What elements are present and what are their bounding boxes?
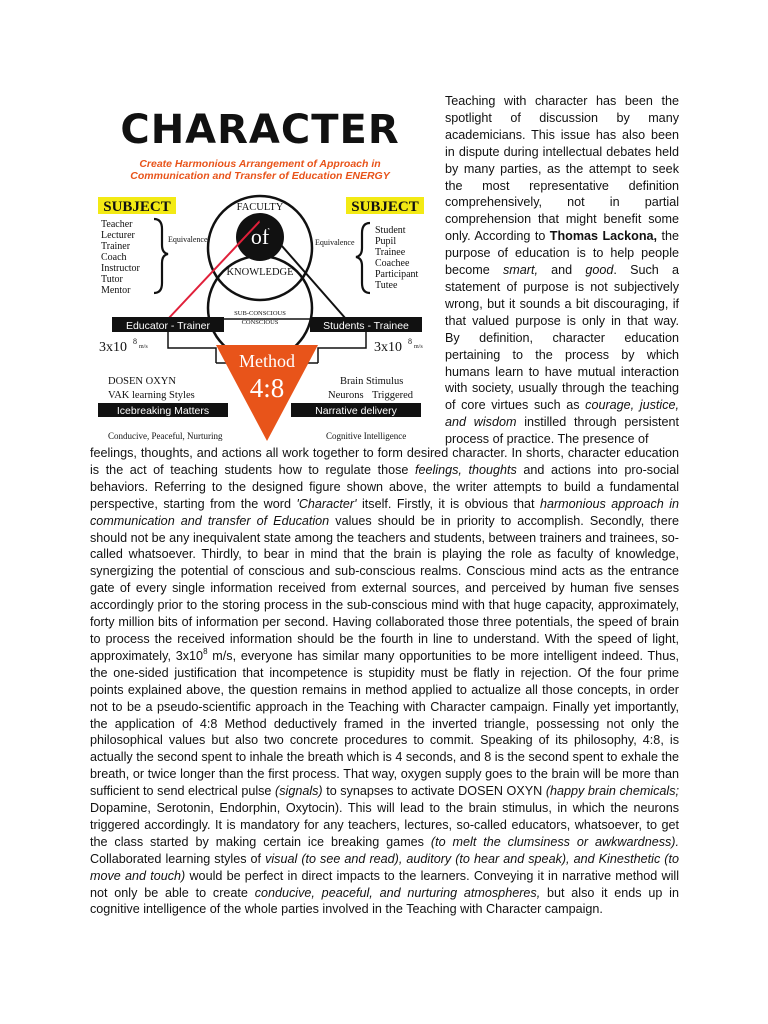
right-equivalence-label: Equivalence <box>315 238 355 247</box>
subconscious-label: SUB-CONSCIOUS <box>234 310 286 317</box>
left-speed-base: 3x10 <box>99 340 127 355</box>
author-name: Thomas Lackona, <box>549 229 658 244</box>
students-bar-label: Students - Trainee <box>323 320 409 332</box>
body-emphasis: harmonious approach in communication and transfer of Education <box>90 496 679 528</box>
right-speed-unit: m/s <box>414 344 423 350</box>
right-connector <box>318 332 366 363</box>
right-item: Coachee <box>375 258 410 269</box>
body-text-segment: feelings, thoughts, and actions all work together to form desired character. In shorts, character education is the act of teaching students how to regulate those <box>90 446 679 477</box>
side-text-segment: Teaching with character has been the spotlight of discussion by many academicians. This issue has also been in dispute during intellectual debates held by many parties, as the attempt to seek the most representative definition comprehensively, not in partial comprehension that might benefit some only. According to <box>445 94 679 244</box>
body-text-segment: and actions into pro-social behaviors. Referring to the designed figure shown above, the writer attempts to build a fundamental perspective, starting from the word <box>90 462 679 511</box>
speed-of-light-base: 3x10 <box>175 648 204 663</box>
dosen-label: DOSEN OXYN <box>108 376 176 387</box>
left-item: Coach <box>101 252 127 263</box>
body-text-segment: itself. Firstly, it is obvious that <box>356 496 540 511</box>
right-brace <box>356 223 370 293</box>
body-text-segment: m/s, everyone has similar many opportunities to be more intelligent indeed. Thus, the one-sided justification that incompetence is stupidity must be flatly in rejection. Of the four prime points explained above, the question remains in method applied to actualize all those concepts, in order not to be a pseudo-scientific approach in the Teaching with Character campaign. Finally yet importantly, the application of 4:8 Method deductively framed in the inverted triangle, possessing not only the philosophical values but also two concrete procedures to commit. Speaking of its philosophy, 4:8, is actually the second spent to inhale the breath which is 4 seconds, and 8 is the second spent to exhale the breath, or twice longer than the first process. That way, oxygen supply goes to the brain will be more than sufficient to send electrical pulse <box>90 648 679 799</box>
right-item: Pupil <box>375 236 397 247</box>
emphasis-smart: smart, <box>503 263 538 278</box>
right-speed-base: 3x10 <box>374 340 402 355</box>
body-emphasis: (to melt the clumsiness or awkwardness). <box>430 834 679 849</box>
left-subject-list <box>101 219 141 296</box>
body-emphasis: (signals) <box>275 784 323 799</box>
left-item: Tutor <box>101 274 123 285</box>
speed-of-light-exponent: 8 <box>203 646 208 656</box>
body-text-segment: Dopamine, Serotonin, Endorphin, Oxytocin). This will lead to the brain stimulus, in which the neurons triggered accordingly. It is mandatory for any teachers, lectures, so-called educators, whatsoever, to get the class started by making certain ice breaking games <box>90 801 679 849</box>
right-item: Tutee <box>375 280 398 291</box>
conducive-label: Conducive, Peaceful, Nurturing <box>108 431 223 441</box>
body-emphasis: feelings, thoughts <box>414 462 517 477</box>
left-speed <box>99 337 148 355</box>
right-item: Participant <box>375 269 419 280</box>
knowledge-label: KNOWLEDGE <box>226 267 294 278</box>
right-subject-label: SUBJECT <box>351 199 419 215</box>
left-speed-unit: m/s <box>139 344 148 350</box>
right-speed <box>374 337 423 355</box>
brain-stimulus-label: Brain Stimulus <box>340 376 404 387</box>
left-equivalence-label: Equivalence <box>168 235 208 244</box>
figure-subtitle-line1: Create Harmonious Arrangement of Approach in <box>139 158 381 170</box>
body-text-segment: to synapses to activate DOSEN OXYN <box>322 784 546 799</box>
cognitive-label: Cognitive Intelligence <box>326 431 407 441</box>
body-text-segment: Collaborated learning styles of <box>90 851 266 866</box>
character-diagram <box>88 93 433 445</box>
left-item: Mentor <box>101 285 131 296</box>
faculty-label: FACULTY <box>236 202 284 213</box>
method-label: Method <box>239 351 295 371</box>
left-speed-exp: 8 <box>133 337 137 346</box>
icebreaking-label: Icebreaking Matters <box>116 405 210 417</box>
left-item: Instructor <box>101 263 140 274</box>
figure-title: CHARACTER <box>120 107 400 153</box>
body-paragraph-text <box>90 445 679 918</box>
left-brace <box>154 219 168 293</box>
left-subject-label: SUBJECT <box>103 199 171 215</box>
side-paragraph <box>445 93 679 448</box>
narrative-label: Narrative delivery <box>315 405 397 417</box>
educator-bar-label: Educator - Trainer <box>125 320 211 332</box>
left-item: Lecturer <box>101 230 135 241</box>
conscious-label: CONSCIOUS <box>241 319 279 326</box>
left-item: Trainer <box>101 241 131 252</box>
right-speed-exp: 8 <box>408 337 412 346</box>
side-text-segment: instilled through persistent process of practice. The presence of <box>445 415 680 447</box>
body-emphasis: (happy brain chemicals; <box>545 784 680 799</box>
vak-label: VAK learning Styles <box>108 390 195 401</box>
right-item: Trainee <box>375 247 406 258</box>
body-text-segment: would be perfect in direct impacts to the learners. Conveying it in narrative method will not only be able to create <box>90 868 679 900</box>
right-subject-list <box>375 225 419 291</box>
character-figure <box>88 93 433 445</box>
neurons-label: Neurons <box>328 390 364 401</box>
figure-subtitle-line2: Communication and Transfer of Education ENERGY <box>130 170 390 182</box>
of-label: of <box>250 224 270 249</box>
side-text-segment: . Such a statement of purpose is not subjectively wrong, but it sounds a bit discouraging, if that valued purpose is only in that way. By definition, character education pertaining to the process by which humans learn to have mutual interaction with society, usually through the teaching of core virtues such as <box>445 263 679 413</box>
body-text-segment: values should be in priority to accomplish. Secondly, there should not be any inequivalent state among the teachers and students, between trainers and trainees, so-called whatsoever. Thirdly, to bear in mind that the brain is playing the role as faculty of knowledge, synergizing the potential of conscious and sub-conscious realms. Conscious mind acts as the entrance gate of every single information received from external sources, and perceived by human five senses accordingly prior to the storing process in the sub-conscious mind with that huge capacity, approximately, forty million bits of information per second. Having collaborated those three potentials, the speed of brain to process the received information should be the fourth in line to understand. With the speed of light, approximately, <box>90 513 679 663</box>
left-item: Teacher <box>101 219 133 230</box>
ratio-label: 4:8 <box>249 373 285 403</box>
side-text-segment: the purpose of education is to help people become <box>445 229 679 278</box>
right-item: Student <box>375 225 406 236</box>
emphasis-good: good <box>585 263 614 278</box>
left-connector <box>168 332 216 363</box>
triggered-label: Triggered <box>372 390 414 401</box>
side-paragraph-text <box>445 93 679 448</box>
body-emphasis: visual (to see and read), auditory (to hear and speak), and Kinesthetic (to move and touch) <box>90 851 679 883</box>
body-emphasis: 'Character' <box>296 496 357 511</box>
body-text-segment: but also it ends up in cognitive intelligence of the whole parties involved in the Teaching with Character campaign. <box>90 885 679 917</box>
emphasis-virtues: courage, justice, and wisdom <box>445 398 679 430</box>
body-paragraph <box>90 445 679 918</box>
body-emphasis: conducive, peaceful, and nurturing atmospheres, <box>254 885 541 900</box>
side-text-segment: and <box>537 263 586 278</box>
